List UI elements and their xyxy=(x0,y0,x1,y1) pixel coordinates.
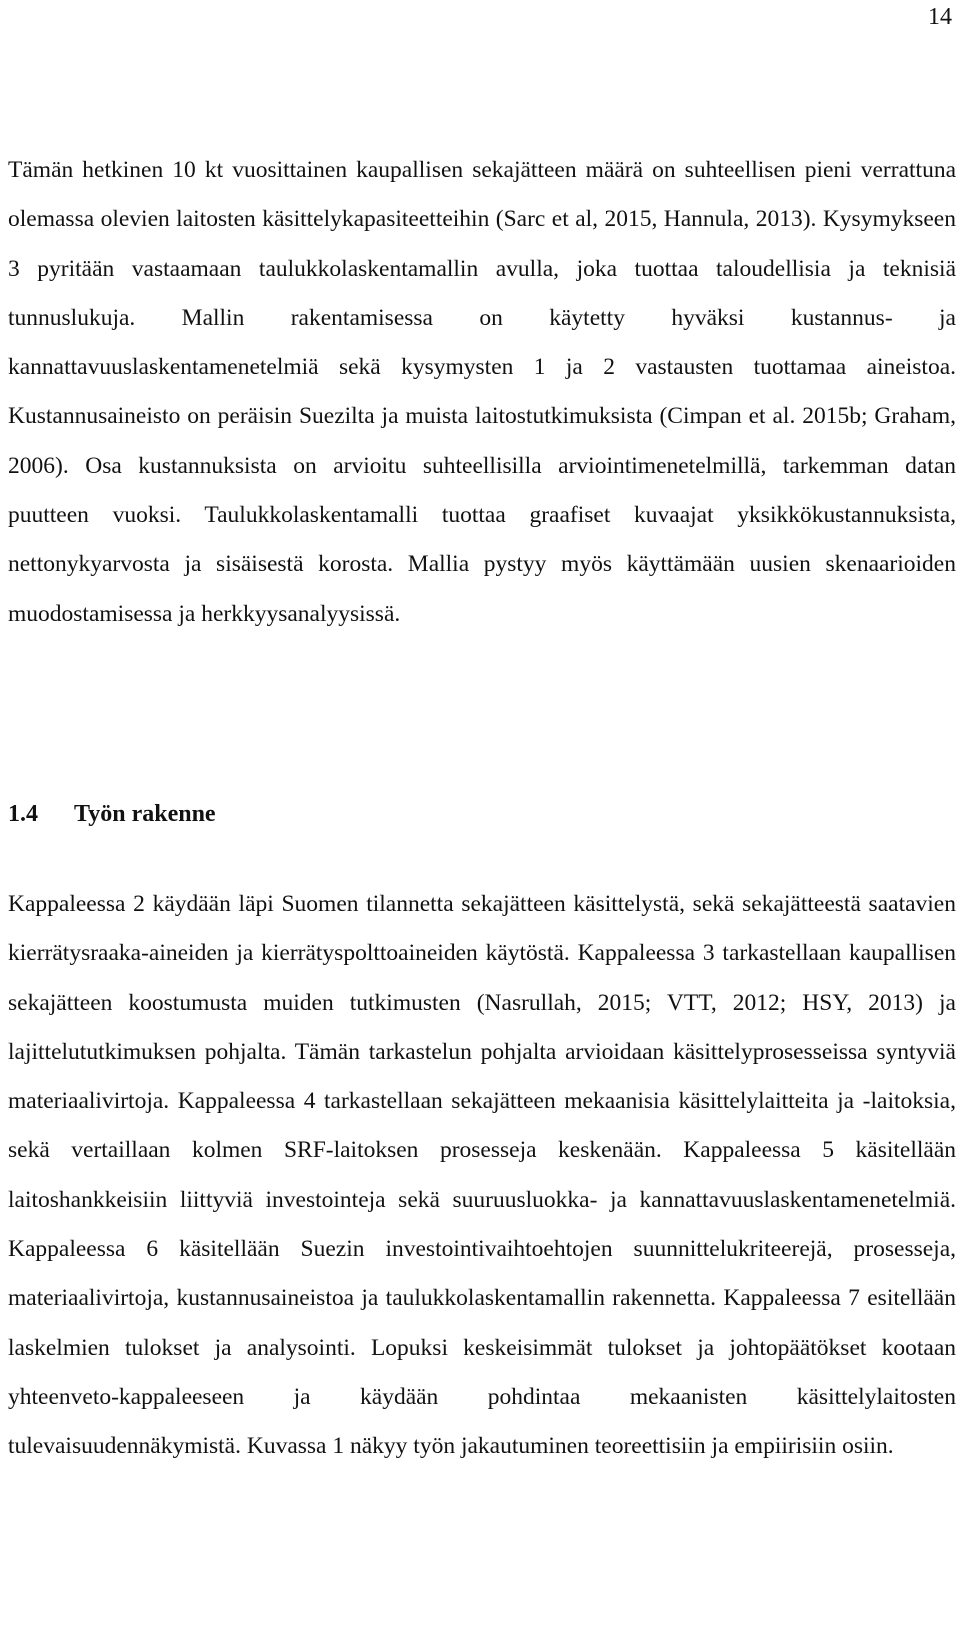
body-paragraph-structure: Kappaleessa 2 käydään läpi Suomen tilannetta sekajätteen käsittelystä, sekä sekajätteestä saatavien kierrätysraaka-aineiden ja kierrätyspolttoaineiden käytöstä. Kappaleessa 3 tarkastellaan kaupallisen sekajätteen koostumusta muiden tutkimusten (Nasrullah, 2015; VTT, 2012; HSY, 2013) ja lajittelututkimuksen pohjalta. Tämän tarkastelun pohjalta arvioidaan käsittelyprosesseissa syntyviä materiaalivirtoja. Kappaleessa 4 tarkastellaan sekajätteen mekaanisia käsittelylaitteita ja -laitoksia, sekä vertaillaan kolmen SRF-laitoksen prosesseja keskenään. Kappaleessa 5 käsitellään laitoshankkeisiin liittyviä investointeja sekä suuruusluokka- ja kannattavuuslaskentamenetelmiä. Kappaleessa 6 käsitellään Suezin investointivaihtoehtojen suunnittelukriteerejä, prosesseja, materiaalivirtoja, kustannusaineistoa ja taulukkolaskentamallin rakennetta. Kappaleessa 7 esitellään laskelmien tulokset ja analysointi. Lopuksi keskeisimmät tulokset ja johtopäätökset kootaan yhteenveto-kappaleeseen ja käydään pohdintaa mekaanisten käsittelylaitosten tulevaisuudennäkymistä. Kuvassa 1 näkyy työn jakautuminen teoreettisiin ja empiirisiin osiin. xyxy=(8,891,956,1460)
page-number: 14 xyxy=(928,4,952,30)
section-heading xyxy=(8,799,216,829)
section-number: 1.4 xyxy=(8,801,38,827)
section-title: Työn rakenne xyxy=(74,801,216,827)
body-paragraph-intro: Tämän hetkinen 10 kt vuosittainen kaupallisen sekajätteen määrä on suhteellisen pieni verrattuna olemassa olevien laitosten käsittelykapasiteetteihin (Sarc et al, 2015, Hannula, 2013). Kysymykseen 3 pyritään vastaamaan taulukkolaskentamallin avulla, joka tuottaa taloudellisia ja teknisiä tunnuslukuja. Mallin rakentamisessa on käytetty hyväksi kustannus- ja kannattavuuslaskentamenetelmiä sekä kysymysten 1 ja 2 vastausten tuottamaa aineistoa. Kustannusaineisto on peräisin Suezilta ja muista laitostutkimuksista (Cimpan et al. 2015b; Graham, 2006). Osa kustannuksista on arvioitu suhteellisilla arviointimenetelmillä, tarkemman datan puutteen vuoksi. Taulukkolaskentamalli tuottaa graafiset kuvaajat yksikkökustannuksista, nettonykyarvosta ja sisäisestä korosta. Mallia pystyy myös käyttämään uusien skenaarioiden muodostamisessa ja herkkyysanalyysissä. xyxy=(8,157,956,627)
